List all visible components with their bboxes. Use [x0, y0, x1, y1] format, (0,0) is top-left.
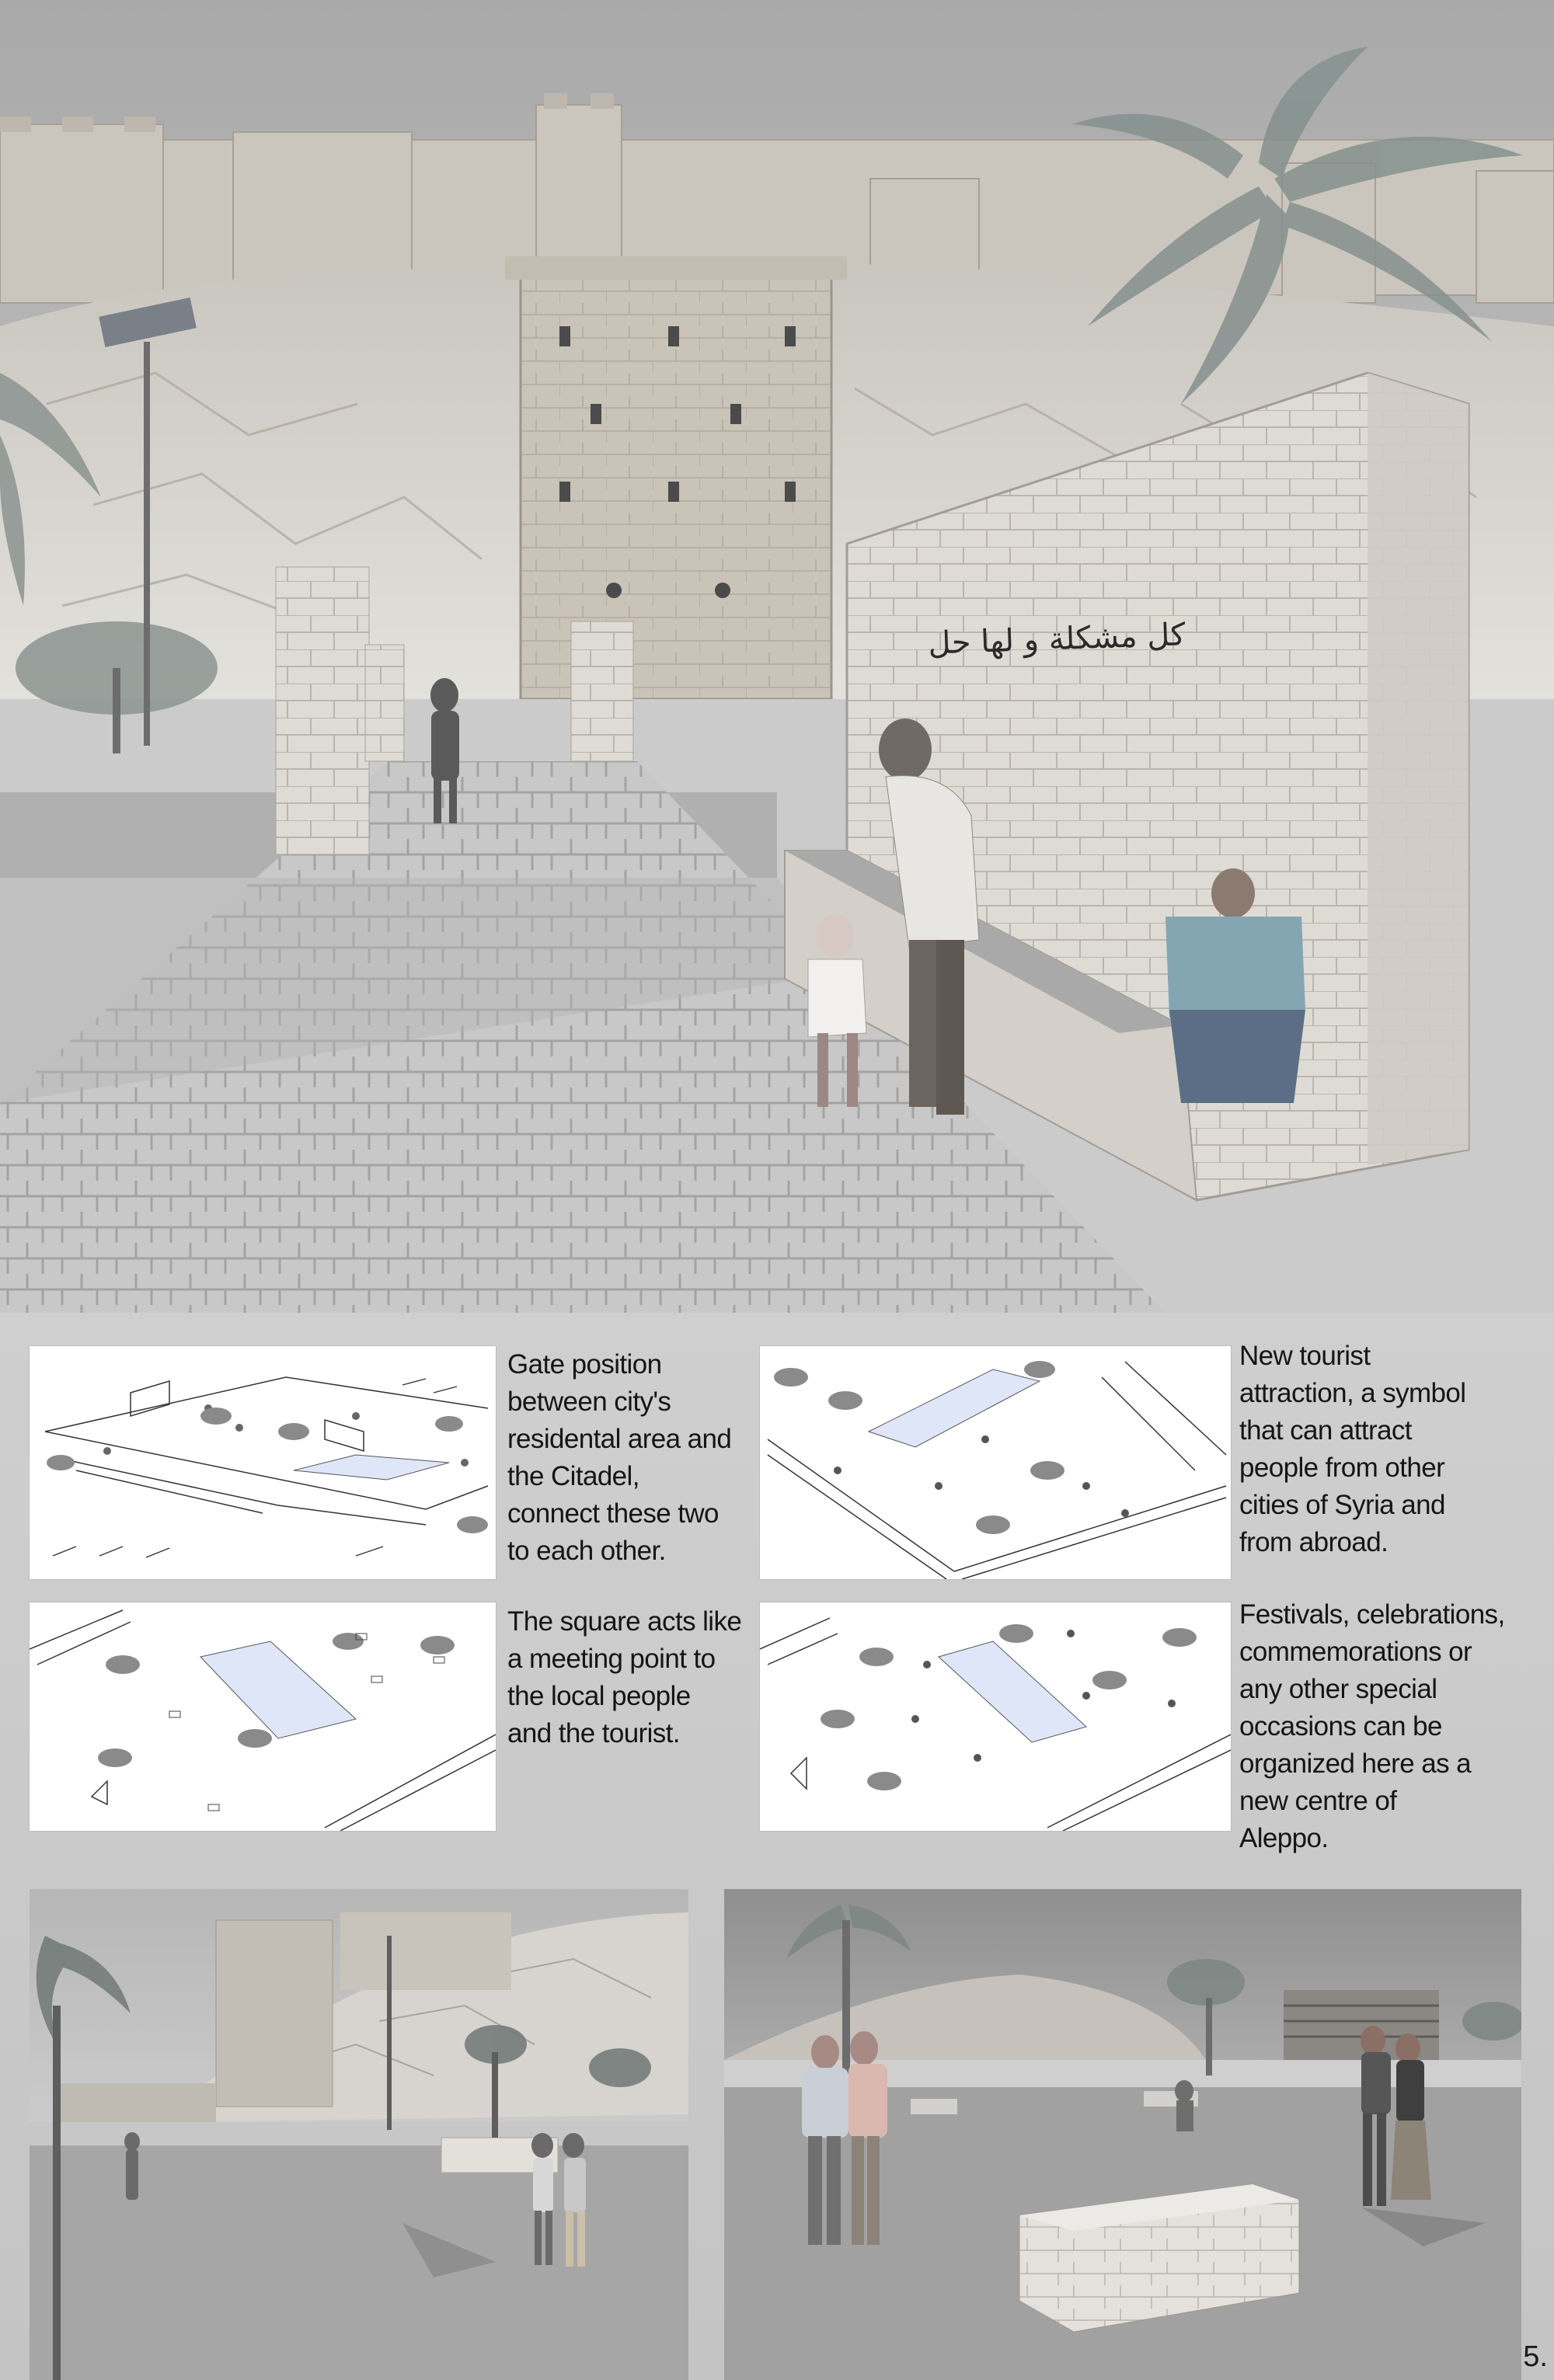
- diagram-meeting-point: [30, 1602, 496, 1831]
- render-square-bench-image: [724, 1889, 1521, 2380]
- page-number: 5.: [1523, 2340, 1548, 2373]
- caption-festivals: Festivals, celebrations, commemorations or any other special occasions can be organized here as a new centre of Aleppo.: [1239, 1599, 1505, 1853]
- render-square-bench: [724, 1889, 1521, 2380]
- caption-tourist-attraction: New tourist attraction, a symbol that can attract people from other cities of Syria and from abroad.: [1239, 1341, 1466, 1557]
- axonometric-diagram-4: [760, 1602, 1231, 1831]
- render-citadel-walkway-image: [30, 1889, 688, 2380]
- axonometric-diagram-1: [30, 1346, 496, 1579]
- render-citadel-walkway: [30, 1889, 688, 2380]
- axonometric-diagram-3: [30, 1602, 496, 1831]
- diagram-festivals: [760, 1602, 1231, 1831]
- diagram-tourist-attraction: [760, 1346, 1231, 1579]
- axonometric-diagram-2: [760, 1346, 1231, 1579]
- caption-meeting-point: The square acts like a meeting point to the local people and the tourist.: [507, 1606, 742, 1748]
- caption-gate-position: Gate position between city's residental area and the Citadel, connect these two to each other.: [507, 1349, 732, 1566]
- diagram-gate-position: [30, 1346, 496, 1579]
- wall-inscription: كل مشكلة و لها حل: [927, 617, 1186, 662]
